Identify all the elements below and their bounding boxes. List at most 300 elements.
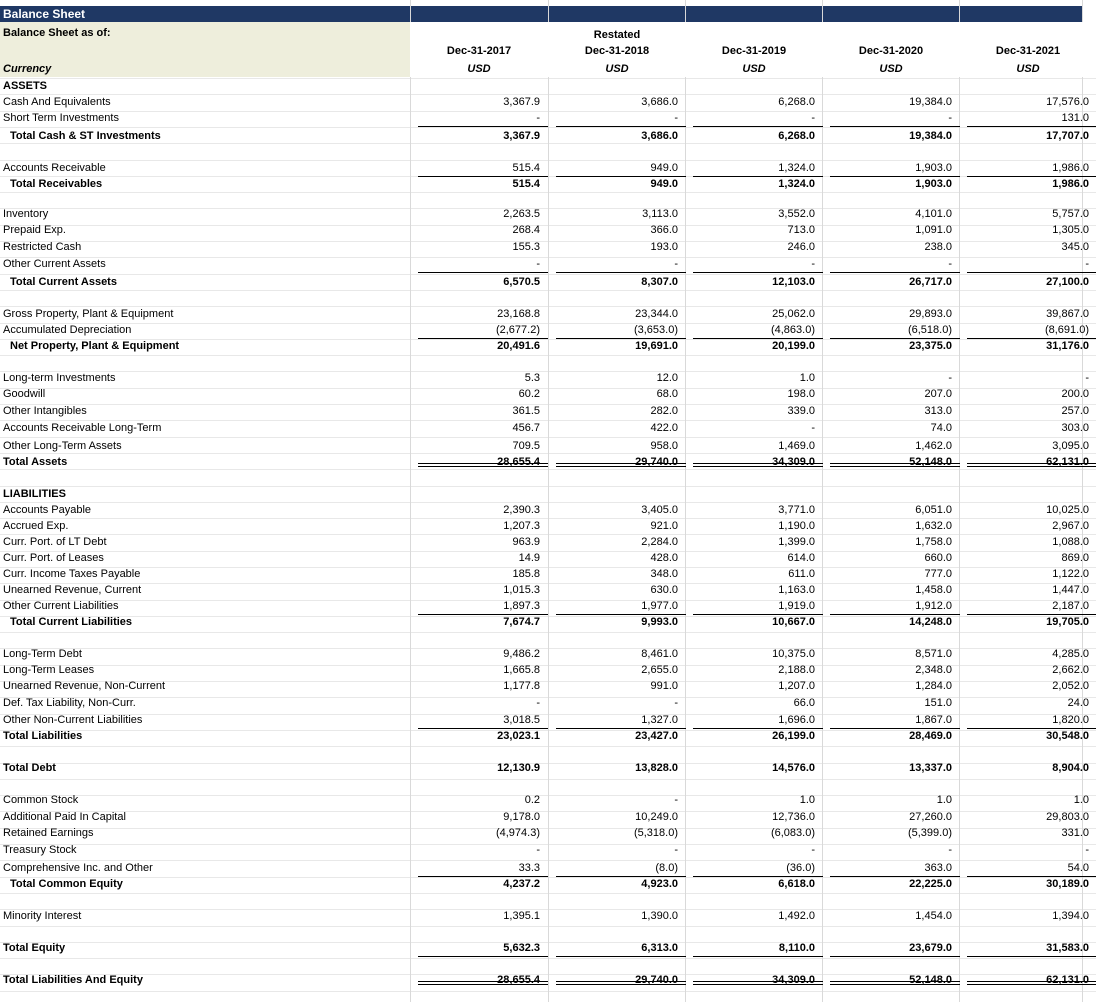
cell-underline [693, 876, 823, 877]
cell-value[interactable]: 1,190.0 [778, 520, 815, 532]
cell-value[interactable]: 268.4 [512, 224, 540, 236]
cell-value[interactable]: 1,820.0 [1052, 714, 1089, 726]
cell-value[interactable]: 2,052.0 [1052, 680, 1089, 692]
cell-underline [418, 614, 548, 615]
cell-value[interactable]: - [811, 844, 815, 856]
cell-value[interactable]: 28,655.4 [497, 456, 540, 468]
cell-value[interactable]: 4,285.0 [1052, 648, 1089, 660]
cell-value[interactable]: - [811, 112, 815, 124]
cell-value[interactable]: 2,188.0 [778, 664, 815, 676]
row-label: Cash And Equivalents [3, 96, 111, 108]
cell-value[interactable]: 1,632.0 [915, 520, 952, 532]
cell-value[interactable]: 2,655.0 [641, 664, 678, 676]
cell-underline [556, 876, 686, 877]
cell-value[interactable]: 27,100.0 [1046, 276, 1089, 288]
cell-value[interactable]: 1,390.0 [641, 910, 678, 922]
cell-underline [693, 614, 823, 615]
cell-value[interactable]: 348.0 [650, 568, 678, 580]
cell-value[interactable]: 30,189.0 [1046, 878, 1089, 890]
cell-double-underline [693, 981, 823, 985]
cell-value[interactable]: 34,309.0 [772, 456, 815, 468]
cell-value[interactable]: 3,686.0 [641, 96, 678, 108]
cell-value[interactable]: 2,263.5 [503, 208, 540, 220]
header-date-2[interactable]: Dec-31-2018 [584, 45, 650, 57]
cell-value[interactable]: 869.0 [1061, 552, 1089, 564]
cell-value[interactable]: 14,576.0 [772, 762, 815, 774]
cell-value[interactable]: 1,395.1 [503, 910, 540, 922]
cell-value[interactable]: 23,344.0 [635, 308, 678, 320]
cell-value[interactable]: 39,867.0 [1046, 308, 1089, 320]
row-label: Long-Term Debt [3, 648, 82, 660]
cell-value[interactable]: 345.0 [1061, 241, 1089, 253]
cell-value[interactable]: 1,665.8 [503, 664, 540, 676]
cell-value[interactable]: 709.5 [512, 440, 540, 452]
cell-underline [418, 876, 548, 877]
cell-underline [830, 272, 960, 273]
row-label: Other Non-Current Liabilities [3, 714, 143, 726]
cell-value[interactable]: 1.0 [936, 794, 952, 806]
row-label: Total Liabilities And Equity [3, 974, 143, 986]
cell-value[interactable]: 1,912.0 [915, 600, 952, 612]
cell-value[interactable]: 10,249.0 [635, 811, 678, 823]
row-label: Other Intangibles [3, 405, 87, 417]
row-label: Total Equity [3, 942, 66, 954]
cell-value[interactable]: (6,518.0) [907, 324, 952, 336]
cell-value[interactable]: 1,903.0 [915, 162, 952, 174]
cell-value[interactable]: (36.0) [786, 862, 815, 874]
cell-value[interactable]: 3,095.0 [1052, 440, 1089, 452]
cell-value[interactable]: (5,399.0) [907, 827, 952, 839]
cell-value[interactable]: 193.0 [650, 241, 678, 253]
cell-value[interactable]: 6,618.0 [778, 878, 815, 890]
cell-underline [418, 272, 548, 273]
cell-value[interactable]: - [536, 112, 540, 124]
cell-value[interactable]: 60.2 [518, 388, 540, 400]
cell-value[interactable]: 361.5 [512, 405, 540, 417]
cell-value[interactable]: 1,867.0 [915, 714, 952, 726]
row-label: Curr. Port. of LT Debt [3, 536, 107, 548]
cell-value[interactable]: 949.0 [650, 162, 678, 174]
cell-value[interactable]: 1.0 [799, 372, 815, 384]
cell-value[interactable]: - [1085, 844, 1089, 856]
cell-value[interactable]: 1,207.3 [503, 520, 540, 532]
cell-value[interactable]: 1,492.0 [778, 910, 815, 922]
header-currency-5: USD [1016, 63, 1040, 75]
cell-underline [418, 728, 548, 729]
cell-value[interactable]: 2,967.0 [1052, 520, 1089, 532]
cell-value[interactable]: 12,130.9 [497, 762, 540, 774]
cell-value[interactable]: 238.0 [924, 241, 952, 253]
cell-value[interactable]: - [674, 112, 678, 124]
cell-value[interactable]: 52,148.0 [909, 456, 952, 468]
cell-value[interactable]: 1,469.0 [778, 440, 815, 452]
cell-value[interactable]: 515.4 [512, 178, 540, 190]
cell-value[interactable]: 958.0 [650, 440, 678, 452]
cell-value[interactable]: 6,268.0 [778, 96, 815, 108]
row-label: LIABILITIES [3, 488, 66, 500]
cell-value[interactable]: 1,447.0 [1052, 584, 1089, 596]
cell-value[interactable]: 34,309.0 [772, 974, 815, 986]
cell-value[interactable]: 1.0 [799, 794, 815, 806]
cell-value[interactable]: 13,337.0 [909, 762, 952, 774]
cell-value[interactable]: 614.0 [787, 552, 815, 564]
cell-value[interactable]: - [1085, 258, 1089, 270]
cell-value[interactable]: 155.3 [512, 241, 540, 253]
cell-value[interactable]: 3,367.9 [503, 130, 540, 142]
cell-value[interactable]: 29,893.0 [909, 308, 952, 320]
cell-value[interactable]: 339.0 [787, 405, 815, 417]
cell-value[interactable]: 2,662.0 [1052, 664, 1089, 676]
cell-value[interactable]: 19,384.0 [909, 130, 952, 142]
cell-value[interactable]: 4,237.2 [503, 878, 540, 890]
cell-value[interactable]: 9,993.0 [641, 616, 678, 628]
cell-value[interactable]: 1,327.0 [641, 714, 678, 726]
row-label: Restricted Cash [3, 241, 82, 253]
cell-value[interactable]: 1,163.0 [778, 584, 815, 596]
cell-value[interactable]: - [948, 372, 952, 384]
cell-value[interactable]: 777.0 [924, 568, 952, 580]
cell-value[interactable]: 9,178.0 [503, 811, 540, 823]
row-label: Accumulated Depreciation [3, 324, 132, 336]
cell-value[interactable]: 23,375.0 [909, 340, 952, 352]
row-label: Unearned Revenue, Non-Current [3, 680, 166, 692]
row-label: Short Term Investments [3, 112, 119, 124]
row-label: Minority Interest [3, 910, 82, 922]
row-label: Curr. Income Taxes Payable [3, 568, 141, 580]
row-label: Long-Term Leases [3, 664, 95, 676]
as-of-label: Balance Sheet as of: [3, 27, 111, 39]
cell-value[interactable]: 207.0 [924, 388, 952, 400]
cell-value[interactable]: 0.2 [524, 794, 540, 806]
cell-value[interactable]: 1,324.0 [778, 162, 815, 174]
cell-value[interactable]: 246.0 [787, 241, 815, 253]
cell-value[interactable]: 23,679.0 [909, 942, 952, 954]
cell-value[interactable]: 3,771.0 [778, 504, 815, 516]
cell-value[interactable]: 428.0 [650, 552, 678, 564]
header-date-1[interactable]: Dec-31-2017 [446, 45, 512, 57]
cell-value[interactable]: 313.0 [924, 405, 952, 417]
row-label: Total Current Liabilities [10, 616, 133, 628]
cell-value[interactable]: 52,148.0 [909, 974, 952, 986]
cell-value[interactable]: 31,176.0 [1046, 340, 1089, 352]
cell-double-underline [556, 981, 686, 985]
cell-value[interactable]: (5,318.0) [633, 827, 678, 839]
cell-value[interactable]: 8,110.0 [778, 942, 815, 954]
cell-value[interactable]: (8,691.0) [1044, 324, 1089, 336]
row-label: Accounts Receivable [3, 162, 106, 174]
cell-value[interactable]: 33.3 [518, 862, 540, 874]
cell-value[interactable]: 151.0 [924, 697, 952, 709]
cell-value[interactable]: - [674, 794, 678, 806]
cell-value[interactable]: 1,399.0 [778, 536, 815, 548]
cell-value[interactable]: 24.0 [1067, 697, 1089, 709]
cell-underline [967, 272, 1096, 273]
cell-value[interactable]: 1,091.0 [915, 224, 952, 236]
cell-value[interactable]: 8,571.0 [915, 648, 952, 660]
row-label: Accounts Payable [3, 504, 92, 516]
cell-value[interactable]: 257.0 [1061, 405, 1089, 417]
cell-value[interactable]: 29,803.0 [1046, 811, 1089, 823]
cell-value[interactable]: 1,919.0 [778, 600, 815, 612]
cell-value[interactable]: 26,717.0 [909, 276, 952, 288]
cell-value[interactable]: 1,758.0 [915, 536, 952, 548]
cell-value[interactable]: 10,667.0 [772, 616, 815, 628]
cell-value[interactable]: - [948, 112, 952, 124]
cell-value[interactable]: 949.0 [650, 178, 678, 190]
cell-value[interactable]: 131.0 [1061, 112, 1089, 124]
cell-value[interactable]: 1,177.8 [503, 680, 540, 692]
cell-value[interactable]: 29,740.0 [635, 456, 678, 468]
row-label: Def. Tax Liability, Non-Curr. [3, 697, 136, 709]
cell-value[interactable]: - [948, 258, 952, 270]
cell-value[interactable]: 1,696.0 [778, 714, 815, 726]
cell-underline [693, 126, 823, 127]
cell-value[interactable]: 1,986.0 [1052, 178, 1089, 190]
cell-underline [556, 728, 686, 729]
header-date-4[interactable]: Dec-31-2020 [858, 45, 924, 57]
cell-value[interactable]: 630.0 [650, 584, 678, 596]
cell-value[interactable]: (4,863.0) [770, 324, 815, 336]
row-label: Long-term Investments [3, 372, 116, 384]
cell-underline [556, 272, 686, 273]
cell-value[interactable]: 3,113.0 [642, 208, 678, 220]
cell-underline [418, 126, 548, 127]
cell-underline [830, 876, 960, 877]
cell-value[interactable]: 12,103.0 [772, 276, 815, 288]
cell-value[interactable]: 4,101.0 [915, 208, 952, 220]
cell-value[interactable]: 31,583.0 [1046, 942, 1089, 954]
cell-value[interactable]: 3,018.5 [503, 714, 540, 726]
cell-value[interactable]: 1.0 [1073, 794, 1089, 806]
sheet-title: Balance Sheet [3, 7, 86, 21]
cell-value[interactable]: 8,307.0 [641, 276, 678, 288]
cell-double-underline [967, 981, 1096, 985]
cell-value[interactable]: 19,705.0 [1046, 616, 1089, 628]
cell-value[interactable]: 27,260.0 [909, 811, 952, 823]
cell-value[interactable]: 7,674.7 [503, 616, 540, 628]
cell-value[interactable]: 68.0 [656, 388, 678, 400]
cell-value[interactable]: 1,207.0 [778, 680, 815, 692]
row-label: Total Common Equity [10, 878, 123, 890]
cell-value[interactable]: 66.0 [793, 697, 815, 709]
cell-value[interactable]: - [536, 697, 540, 709]
cell-value[interactable]: 1,305.0 [1052, 224, 1089, 236]
cell-value[interactable]: 10,375.0 [772, 648, 815, 660]
cell-value[interactable]: 1,986.0 [1052, 162, 1089, 174]
header-currency-3: USD [742, 63, 766, 75]
cell-value[interactable]: 1,897.3 [503, 600, 540, 612]
cell-value[interactable]: 62,131.0 [1046, 456, 1089, 468]
cell-underline [693, 338, 823, 339]
cell-underline [556, 956, 686, 957]
cell-value[interactable]: 74.0 [930, 422, 952, 434]
row-label: Comprehensive Inc. and Other [3, 862, 153, 874]
cell-value[interactable]: 5,632.3 [503, 942, 540, 954]
cell-value[interactable]: 13,828.0 [635, 762, 678, 774]
cell-value[interactable]: 2,348.0 [915, 664, 952, 676]
cell-value[interactable]: 363.0 [924, 862, 952, 874]
cell-value[interactable]: 3,405.0 [641, 504, 678, 516]
cell-value[interactable]: (2,677.2) [495, 324, 540, 336]
cell-value[interactable]: (8.0) [655, 862, 678, 874]
cell-value[interactable]: 30,548.0 [1046, 730, 1089, 742]
cell-underline [556, 338, 686, 339]
cell-value[interactable]: 660.0 [924, 552, 952, 564]
cell-value[interactable]: 6,570.5 [503, 276, 540, 288]
cell-value[interactable]: 1,122.0 [1052, 568, 1089, 580]
cell-value[interactable]: 198.0 [787, 388, 815, 400]
cell-value[interactable]: 19,384.0 [909, 96, 952, 108]
row-label: Total Cash & ST Investments [10, 130, 161, 142]
cell-value[interactable]: 366.0 [650, 224, 678, 236]
cell-value[interactable]: 14.9 [518, 552, 540, 564]
cell-underline [830, 614, 960, 615]
cell-value[interactable]: 515.4 [512, 162, 540, 174]
cell-value[interactable]: 12,736.0 [772, 811, 815, 823]
cell-value[interactable]: 62,131.0 [1046, 974, 1089, 986]
row-label: Other Current Liabilities [3, 600, 119, 612]
cell-value[interactable]: - [674, 844, 678, 856]
cell-value[interactable]: 963.9 [512, 536, 540, 548]
cell-value[interactable]: 991.0 [650, 680, 678, 692]
cell-value[interactable]: 20,491.6 [497, 340, 540, 352]
cell-value[interactable]: 8,461.0 [641, 648, 678, 660]
cell-value[interactable]: 2,284.0 [641, 536, 678, 548]
cell-value[interactable]: 1,977.0 [641, 600, 678, 612]
cell-double-underline [418, 463, 548, 467]
cell-value[interactable]: 921.0 [650, 520, 678, 532]
row-label: Other Current Assets [3, 258, 106, 270]
cell-value[interactable]: 1,324.0 [778, 178, 815, 190]
currency-label: Currency [3, 63, 52, 75]
cell-value[interactable]: - [536, 844, 540, 856]
cell-value[interactable]: 25,062.0 [772, 308, 815, 320]
header-note-2: Restated [593, 29, 641, 41]
cell-value[interactable]: - [948, 844, 952, 856]
cell-underline [418, 956, 548, 957]
cell-value[interactable]: 422.0 [650, 422, 678, 434]
cell-value[interactable]: 713.0 [787, 224, 815, 236]
cell-value[interactable]: - [811, 258, 815, 270]
cell-value[interactable]: 303.0 [1061, 422, 1089, 434]
cell-value[interactable]: 2,187.0 [1052, 600, 1089, 612]
cell-value[interactable]: 23,023.1 [497, 730, 540, 742]
cell-value[interactable]: 185.8 [512, 568, 540, 580]
cell-value[interactable]: 4,923.0 [641, 878, 678, 890]
cell-value[interactable]: 1,454.0 [915, 910, 952, 922]
row-label: Unearned Revenue, Current [3, 584, 142, 596]
cell-underline [830, 176, 960, 177]
cell-value[interactable]: 14,248.0 [909, 616, 952, 628]
cell-value[interactable]: 28,469.0 [909, 730, 952, 742]
row-label: Accrued Exp. [3, 520, 69, 532]
cell-double-underline [556, 463, 686, 467]
cell-underline [693, 956, 823, 957]
cell-value[interactable]: 20,199.0 [772, 340, 815, 352]
cell-value[interactable]: 200.0 [1061, 388, 1089, 400]
cell-value[interactable]: 282.0 [650, 405, 678, 417]
cell-underline [830, 126, 960, 127]
cell-value[interactable]: 3,367.9 [503, 96, 540, 108]
cell-value[interactable]: 611.0 [788, 568, 815, 580]
row-label: Accounts Receivable Long-Term [3, 422, 162, 434]
cell-value[interactable]: 6,313.0 [641, 942, 678, 954]
cell-underline [967, 338, 1096, 339]
cell-value[interactable]: 8,904.0 [1052, 762, 1089, 774]
cell-underline [967, 614, 1096, 615]
cell-value[interactable]: 10,025.0 [1046, 504, 1089, 516]
cell-underline [556, 176, 686, 177]
cell-value[interactable]: (4,974.3) [495, 827, 540, 839]
cell-underline [830, 338, 960, 339]
cell-value[interactable]: 1,903.0 [915, 178, 952, 190]
cell-value[interactable]: 9,486.2 [503, 648, 540, 660]
cell-value[interactable]: 1,458.0 [915, 584, 952, 596]
cell-value[interactable]: 23,427.0 [635, 730, 678, 742]
row-label: Other Long-Term Assets [3, 440, 122, 452]
cell-value[interactable]: 1,462.0 [915, 440, 952, 452]
cell-value[interactable]: 6,268.0 [778, 130, 815, 142]
cell-value[interactable]: - [674, 697, 678, 709]
cell-value[interactable]: 3,686.0 [641, 130, 678, 142]
header-date-3[interactable]: Dec-31-2019 [721, 45, 787, 57]
cell-value[interactable]: 28,655.4 [497, 974, 540, 986]
cell-underline [967, 176, 1096, 177]
cell-value[interactable]: - [674, 258, 678, 270]
cell-value[interactable]: 6,051.0 [915, 504, 952, 516]
cell-value[interactable]: 456.7 [512, 422, 540, 434]
row-label: Total Receivables [10, 178, 103, 190]
cell-value[interactable]: - [1085, 372, 1089, 384]
row-label: Total Debt [3, 762, 56, 774]
cell-double-underline [693, 463, 823, 467]
cell-value[interactable]: (6,083.0) [770, 827, 815, 839]
cell-value[interactable]: 29,740.0 [635, 974, 678, 986]
cell-value[interactable]: 1,015.3 [503, 584, 540, 596]
cell-value[interactable]: 12.0 [656, 372, 678, 384]
cell-value[interactable]: 2,390.3 [503, 504, 540, 516]
cell-value[interactable]: 1,284.0 [915, 680, 952, 692]
cell-value[interactable]: 19,691.0 [635, 340, 678, 352]
row-label: Curr. Port. of Leases [3, 552, 104, 564]
cell-value[interactable]: 54.0 [1067, 862, 1089, 874]
cell-double-underline [967, 463, 1096, 467]
cell-double-underline [830, 981, 960, 985]
cell-value[interactable]: 17,707.0 [1046, 130, 1089, 142]
cell-value[interactable]: - [811, 422, 815, 434]
cell-value[interactable]: 5.3 [524, 372, 540, 384]
cell-value[interactable]: 1,088.0 [1052, 536, 1089, 548]
cell-value[interactable]: (3,653.0) [633, 324, 678, 336]
cell-underline [967, 956, 1096, 957]
cell-value[interactable]: 331.0 [1061, 827, 1089, 839]
cell-value[interactable]: 3,552.0 [778, 208, 815, 220]
cell-underline [556, 126, 686, 127]
row-label: Additional Paid In Capital [3, 811, 126, 823]
cell-value[interactable]: 1,394.0 [1052, 910, 1089, 922]
row-label: Treasury Stock [3, 844, 77, 856]
cell-value[interactable]: 23,168.8 [497, 308, 540, 320]
cell-value[interactable]: 26,199.0 [772, 730, 815, 742]
row-label: Retained Earnings [3, 827, 94, 839]
cell-underline [418, 176, 548, 177]
cell-value[interactable]: 17,576.0 [1046, 96, 1089, 108]
cell-value[interactable]: 5,757.0 [1052, 208, 1089, 220]
header-date-5[interactable]: Dec-31-2021 [995, 45, 1061, 57]
cell-value[interactable]: 22,225.0 [909, 878, 952, 890]
row-label: Gross Property, Plant & Equipment [3, 308, 174, 320]
cell-value[interactable]: - [536, 258, 540, 270]
